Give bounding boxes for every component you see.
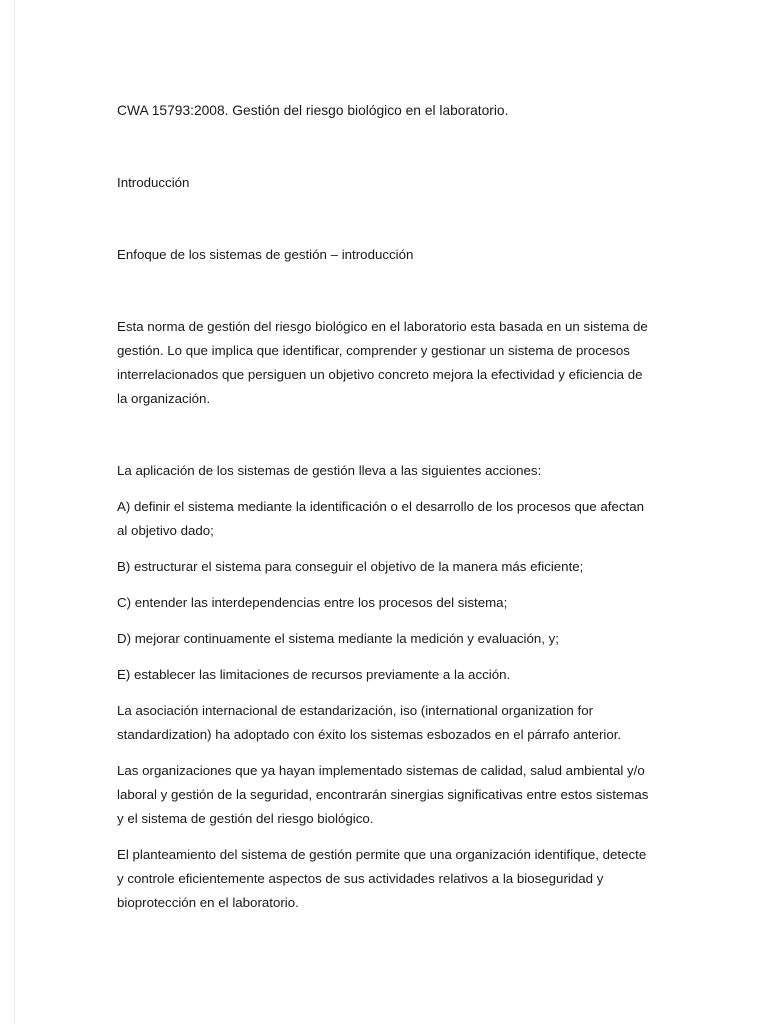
list-item-e: E) establecer las limitaciones de recursos previamente a la acción. [117,667,511,682]
paragraph-line: la organización. [117,391,211,406]
list-intro: La aplicación de los sistemas de gestión lleva a las siguientes acciones: [117,463,542,478]
paragraph-line: y controle eficientemente aspectos de sus actividades relativos a la bioseguridad y [117,871,604,886]
paragraph-line: gestión. Lo que implica que identificar, comprender y gestionar un sistema de procesos [117,343,630,358]
list-item-b: B) estructurar el sistema para conseguir el objetivo de la manera más eficiente; [117,559,584,574]
paragraph-line: Esta norma de gestión del riesgo biológico en el laboratorio esta basada en un sistema de [117,319,648,334]
paragraph-line: Las organizaciones que ya hayan implementado sistemas de calidad, salud ambiental y/o [117,763,645,778]
paragraph-line: bioprotección en el laboratorio. [117,895,299,910]
paragraph-line: interrelacionados que persiguen un objetivo concreto mejora la efectividad y eficiencia de [117,367,643,382]
paragraph-line: El planteamiento del sistema de gestión permite que una organización identifique, detecte [117,847,647,862]
list-item-c: C) entender las interdependencias entre los procesos del sistema; [117,595,508,610]
paragraph-line: standardization) ha adoptado con éxito los sistemas esbozados en el párrafo anterior. [117,727,622,742]
list-item-line: al objetivo dado; [117,523,214,538]
paragraph-line: laboral y gestión de la seguridad, encontrarán sinergias significativas entre estos sistemas [117,787,649,802]
section-heading: Introducción [117,175,190,190]
paragraph-line: La asociación internacional de estandarización, iso (international organization for [117,703,594,718]
document-title: CWA 15793:2008. Gestión del riesgo biológico en el laboratorio. [117,103,509,118]
list-item-d: D) mejorar continuamente el sistema mediante la medición y evaluación, y; [117,631,559,646]
subsection-heading: Enfoque de los sistemas de gestión – introducción [117,247,414,262]
list-item-line: A) definir el sistema mediante la identificación o el desarrollo de los procesos que afectan [117,499,644,514]
paragraph-line: y el sistema de gestión del riesgo biológico. [117,811,374,826]
page-border [14,0,15,1024]
